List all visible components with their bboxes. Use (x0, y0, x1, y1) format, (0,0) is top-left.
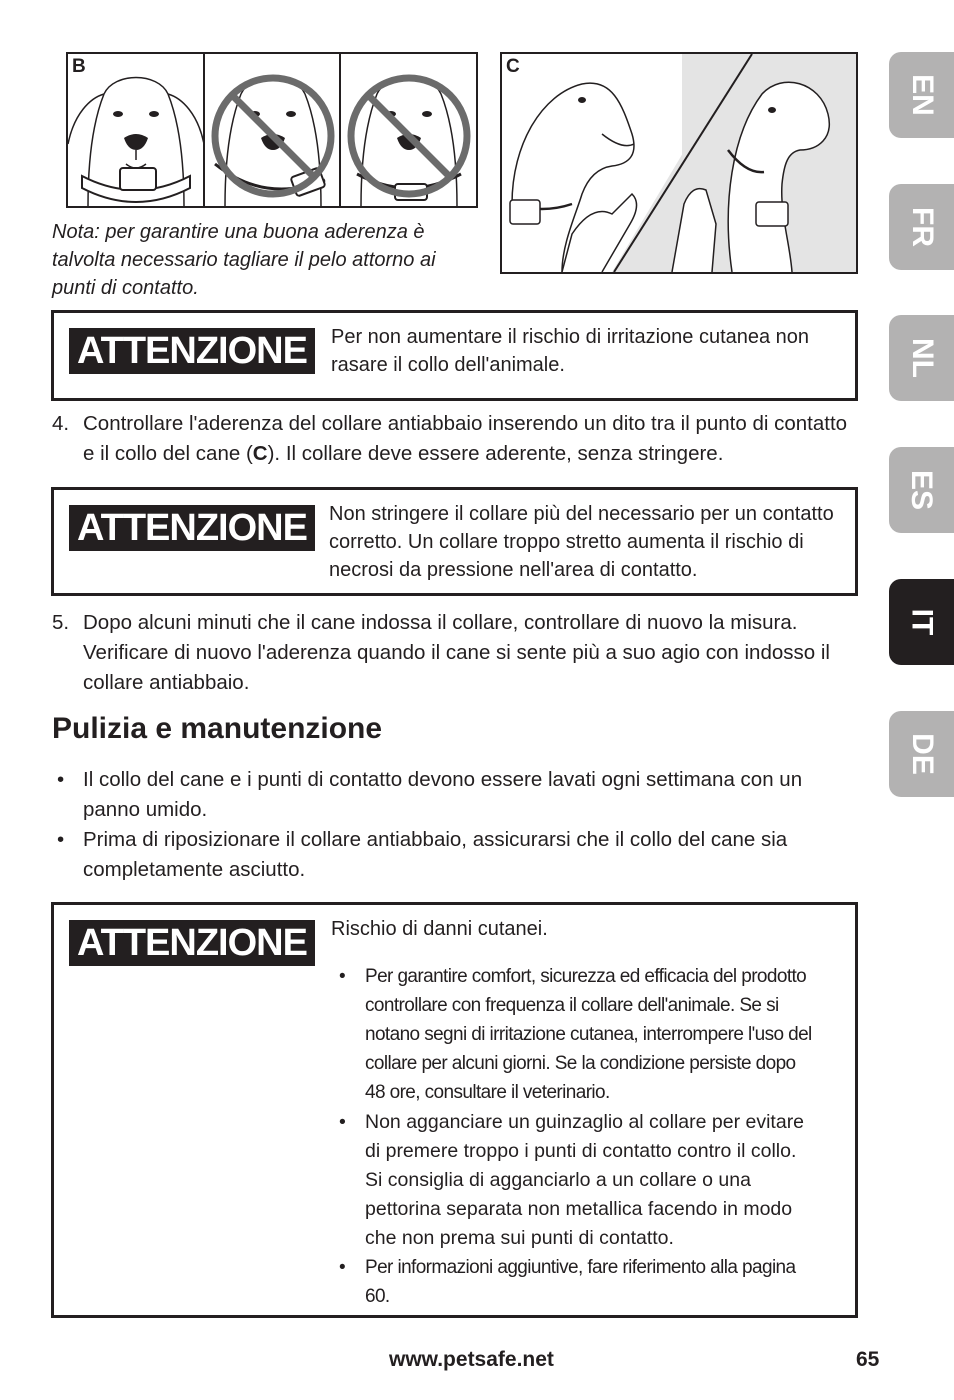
figure-b (66, 52, 478, 208)
list-item: • Non agganciare un guinzaglio al collare per evitare di premere troppo i punti di contatto contro il collo. Si consiglia di agganciarlo a un collare o una pettorina separata non metallica facendo in modo che non prema sui punti di contatto. (339, 1108, 819, 1253)
footer-url[interactable]: www.petsafe.net (389, 1348, 554, 1371)
figure-b-panel-too-low (341, 54, 476, 206)
step-number: 5. (52, 611, 70, 634)
bullet: • (339, 1257, 346, 1278)
list-item: • Prima di riposizionare il collare antiabbaio, assicurarsi che il collo del cane sia completamente asciutto. (52, 825, 842, 885)
bullet: • (339, 1111, 346, 1133)
list-item: • Per informazioni aggiuntive, fare riferimento alla pagina 60. (339, 1253, 819, 1311)
figure-c (500, 52, 858, 274)
bullet: • (57, 768, 65, 791)
bullet: • (339, 966, 346, 987)
figure-b-panel-correct (68, 54, 205, 206)
page-number: 65 (856, 1348, 880, 1371)
tab-en[interactable]: EN (889, 52, 954, 138)
warning-text: Per non aumentare il rischio di irritazione cutanea non rasare il collo dell'animale. (331, 326, 810, 376)
step-5 (52, 608, 852, 698)
tab-fr[interactable]: FR (889, 184, 954, 270)
step-text: Dopo alcuni minuti che il cane indossa il collare, controllare di nuovo la misura. Verificare di nuovo l'aderenza quando il cane si sente più a suo agio con indosso il collare antiabbaio. (83, 611, 830, 694)
warning-text: Non stringere il collare più del necessario per un contatto corretto. Un collare troppo stretto aumenta il rischio di necrosi da pressione nell'area di contatto. (329, 503, 834, 581)
dog-collar-wrong-illustration (341, 54, 476, 206)
warning-intro: Rischio di danni cutanei. (331, 918, 548, 940)
warning-box-tightness (51, 487, 858, 596)
list-item: • Per garantire comfort, sicurezza ed efficacia del prodotto controllare con frequenza il collare dell'animale. Se si notano segni di irritazione cutanea, interrompere l'uso del collare per alcuni giorni. Se la condizione persiste dopo 48 ore, consultare il veterinario. (339, 962, 819, 1107)
step-text: Controllare l'aderenza del collare antiabbaio inserendo un dito tra il punto di contatto e il collo del cane (C). Il collare deve essere aderente, senza stringere. (83, 412, 848, 465)
step-number: 4. (52, 412, 70, 435)
figure-ref-c: C (252, 442, 268, 465)
warning-badge: ATTENZIONE (69, 505, 315, 551)
figure-b-label: B (72, 56, 86, 77)
figure-b-panel-too-loose (205, 54, 342, 206)
list-item: • Il collo del cane e i punti di contatto devono essere lavati ogni settimana con un panno umido. (52, 765, 842, 825)
figure-note: Nota: per garantire una buona aderenza è talvolta necessario tagliare il pelo attorno ai punti di contatto. (52, 221, 436, 299)
tab-es[interactable]: ES (889, 447, 954, 533)
finger-fit-check-illustration (502, 54, 856, 272)
tab-de[interactable]: DE (889, 711, 954, 797)
tab-it[interactable]: IT (889, 579, 954, 665)
warning-box-shaving (51, 310, 858, 401)
warning-badge: ATTENZIONE (69, 328, 315, 374)
dog-collar-wrong-illustration (205, 54, 341, 206)
tab-nl[interactable]: NL (889, 315, 954, 401)
figure-c-label: C (506, 56, 520, 77)
warning-badge: ATTENZIONE (69, 920, 315, 966)
warning-box-skin-damage (51, 902, 858, 1318)
dog-collar-correct-illustration (68, 54, 204, 206)
step-4 (52, 409, 852, 469)
section-title: Pulizia e manutenzione (52, 712, 383, 745)
bullet: • (57, 828, 65, 851)
